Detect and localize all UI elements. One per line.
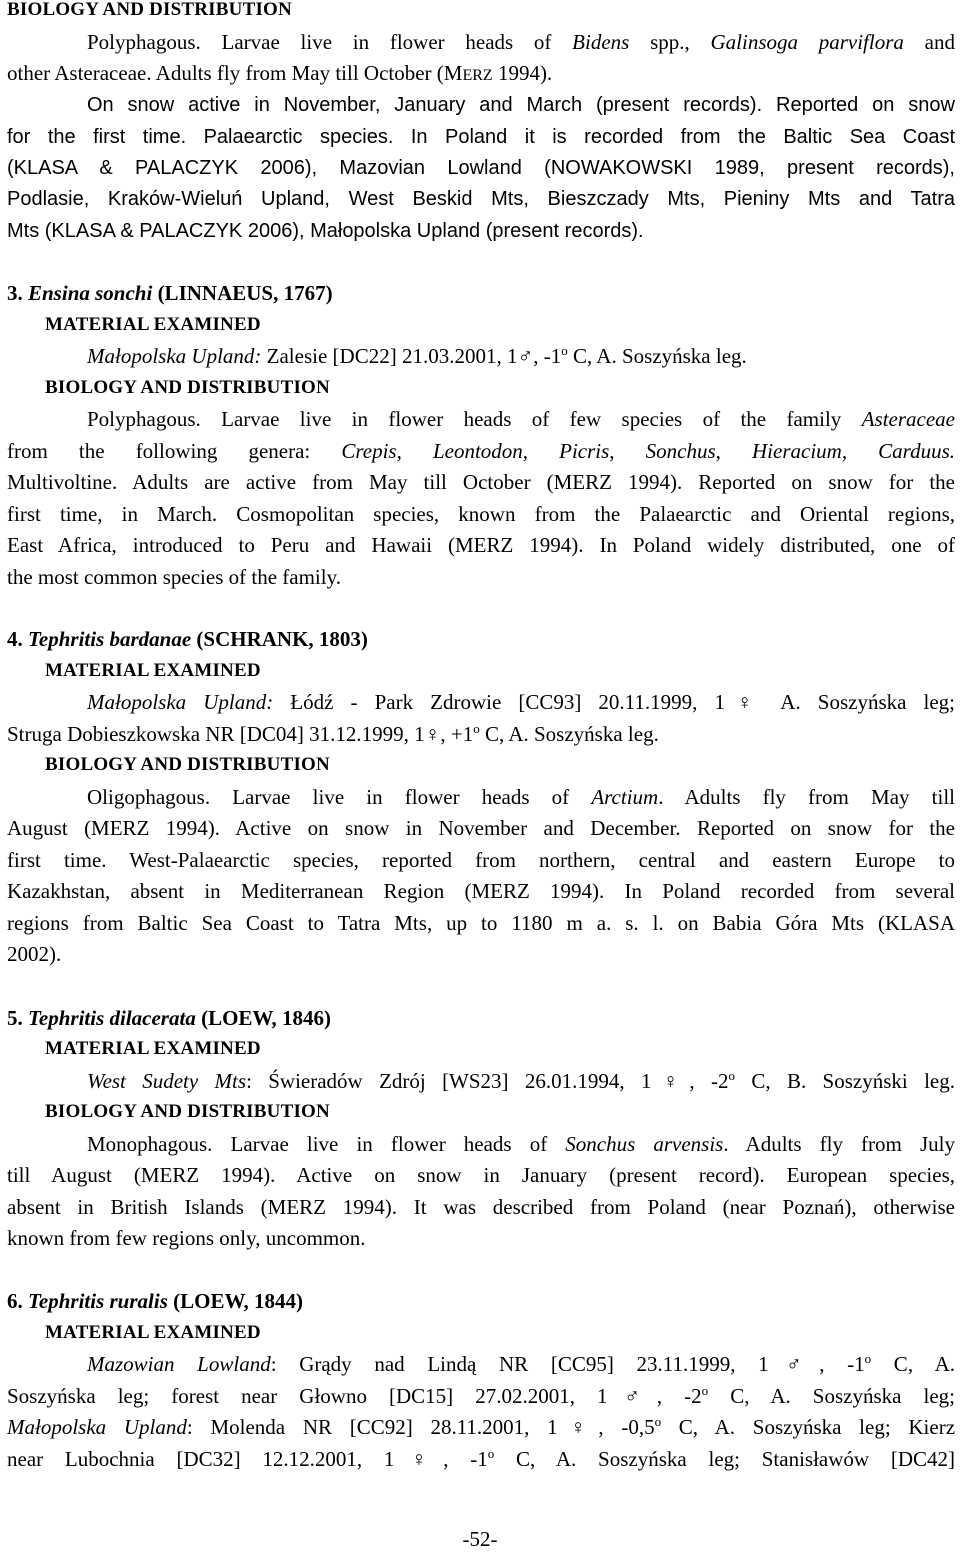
material-record: Małopolska Upland: Zalesie [DC22] 21.03.2001, 1♂, -1$^o$ C, A. Soszyńska leg.	[87, 343, 747, 368]
material-record: Mazowian Lowland: Grądy nad Lindą NR [CC95] 23.11.1999, 1♂, -1$^o$ C, A.	[87, 1351, 955, 1376]
species-title: 6. Tephritis ruralis (LOEW, 1844)	[7, 1289, 304, 1313]
section-heading-material: MATERIAL EXAMINED	[45, 1322, 261, 1343]
paragraph-line: Polyphagous. Larvae live in flower heads of few species of the family Asteraceae	[87, 407, 955, 431]
paragraph-line: till August (MERZ 1994). Active on snow in January (present record). European species,	[7, 1163, 955, 1187]
material-record: West Sudety Mts: Świeradów Zdrój [WS23] 26.01.1994, 1♀, -2$^o$ C, B. Soszyński leg.	[87, 1068, 955, 1093]
paragraph-line: the most common species of the family.	[7, 565, 341, 589]
paragraph-line: absent in British Islands (MERZ 1994). It was described from Poland (near Poznań), otherwise	[7, 1195, 955, 1219]
paragraph-line: Mts (KLASA & PALACZYK 2006), Małopolska Upland (present records).	[7, 220, 644, 242]
material-record: Małopolska Upland: Molenda NR [CC92] 28.11.2001, 1♀, -0,5$^o$ C, A. Soszyńska leg; Kierz	[7, 1414, 956, 1439]
paragraph-line: On snow active in November, January and March (present records). Reported on snow	[87, 94, 955, 116]
material-record: Soszyńska leg; forest near Głowno [DC15] 27.02.2001, 1♂, -2$^o$ C, A. Soszyńska leg;	[7, 1383, 955, 1408]
paragraph-line: Multivoltine. Adults are active from May till October (MERZ 1994). Reported on snow for the	[7, 470, 955, 494]
paragraph-line: for the first time. Palaearctic species. In Poland it is recorded from the Baltic Sea Coast	[7, 126, 956, 148]
section-heading-material: MATERIAL EXAMINED	[45, 660, 261, 681]
paragraph-line: first time. West-Palaearctic species, reported from northern, central and eastern Europe to	[7, 848, 955, 872]
species-title: 3. Ensina sonchi (LINNAEUS, 1767)	[7, 281, 333, 305]
paragraph-line: Polyphagous. Larvae live in flower heads of Bidens spp., Galinsoga parviflora and	[87, 30, 955, 54]
paragraph-line: Kazakhstan, absent in Mediterranean Region (MERZ 1994). In Poland recorded from several	[7, 879, 955, 903]
paragraph-line: known from few regions only, uncommon.	[7, 1226, 366, 1250]
paragraph-line: (KLASA & PALACZYK 2006), Mazovian Lowland (NOWAKOWSKI 1989, present records),	[7, 157, 955, 179]
paragraph-line: other Asteraceae. Adults fly from May till October (MERZ 1994).	[7, 61, 553, 85]
species-title: 5. Tephritis dilacerata (LOEW, 1846)	[7, 1006, 331, 1030]
section-heading-material: MATERIAL EXAMINED	[45, 314, 261, 335]
section-heading-material: MATERIAL EXAMINED	[45, 1038, 261, 1059]
page-number: -52-	[462, 1527, 498, 1551]
section-heading-biology: BIOLOGY AND DISTRIBUTION	[45, 1101, 330, 1122]
paragraph-line: first time, in March. Cosmopolitan species, known from the Palaearctic and Oriental regions,	[7, 502, 955, 526]
material-record: Małopolska Upland: Łódź - Park Zdrowie [CC93] 20.11.1999, 1♀ A. Soszyńska leg;	[87, 690, 955, 714]
material-record: near Lubochnia [DC32] 12.12.2001, 1♀, -1$^o$ C, A. Soszyńska leg; Stanisławów [DC42]	[7, 1446, 956, 1471]
paragraph-line: from the following genera: Crepis, Leontodon, Picris, Sonchus, Hieracium, Carduus.	[7, 439, 955, 463]
paragraph-line: Oligophagous. Larvae live in flower heads of Arctium. Adults fly from May till	[87, 785, 955, 809]
paragraph-line: East Africa, introduced to Peru and Hawaii (MERZ 1994). In Poland widely distributed, one of	[7, 533, 955, 557]
species-title: 4. Tephritis bardanae (SCHRANK, 1803)	[7, 627, 368, 651]
section-heading-biology: BIOLOGY AND DISTRIBUTION	[45, 754, 330, 775]
paragraph-line: regions from Baltic Sea Coast to Tatra Mts, up to 1180 m a. s. l. on Babia Góra Mts (KLASA	[7, 911, 955, 935]
paragraph-line: August (MERZ 1994). Active on snow in November and December. Reported on snow for the	[7, 816, 955, 840]
paragraph-line: Podlasie, Kraków-Wieluń Upland, West Beskid Mts, Bieszczady Mts, Pieniny Mts and Tatra	[7, 188, 955, 210]
material-record: Struga Dobieszkowska NR [DC04] 31.12.1999, 1♀, $+1^o$ C, A. Soszyńska leg.	[7, 721, 659, 746]
paragraph-line: Monophagous. Larvae live in flower heads of Sonchus arvensis. Adults fly from July	[87, 1132, 955, 1156]
section-heading-biology: BIOLOGY AND DISTRIBUTION	[45, 377, 330, 398]
section-heading-biology: BIOLOGY AND DISTRIBUTION	[7, 0, 292, 20]
paragraph-line: 2002).	[7, 942, 62, 966]
